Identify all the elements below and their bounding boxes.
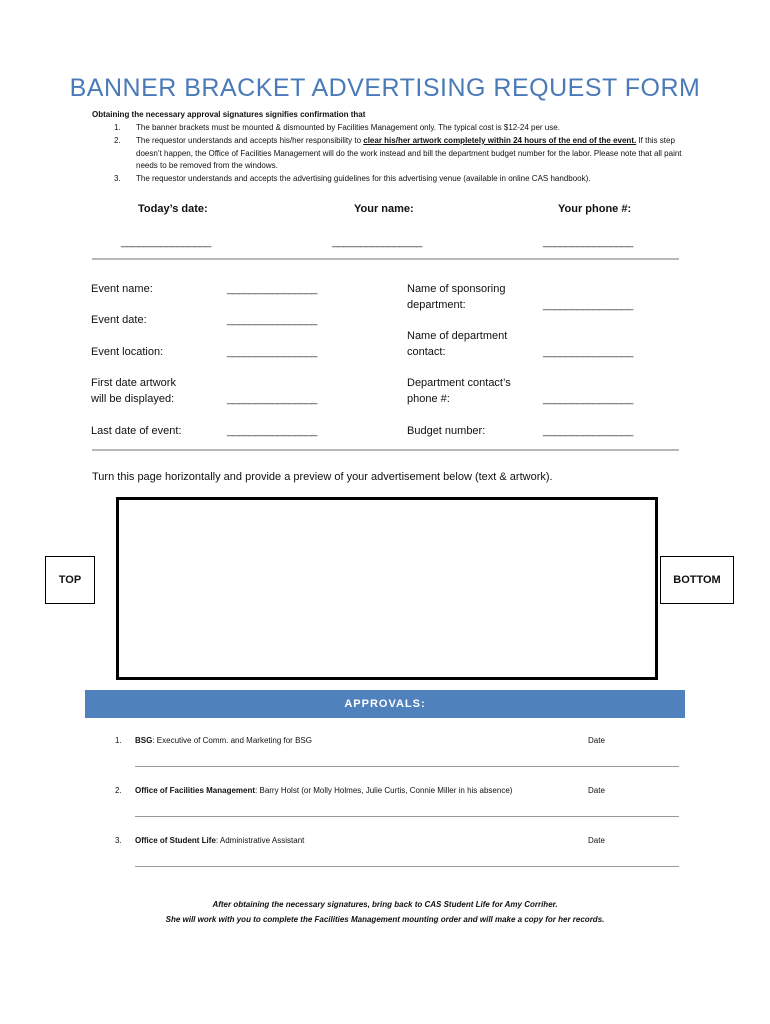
requirement-text-post: If this step doesn’t happen, the Office of Facilities Management will do the work instead and bill the department budget number for the labor. Please note that all paint needs to be removed from the windows.: [136, 136, 682, 170]
signature-line-3[interactable]: [135, 866, 679, 867]
event-location-field[interactable]: ________________: [227, 346, 317, 358]
event-date-label: Event date:: [91, 314, 147, 326]
todays-date-label: Today’s date:: [138, 203, 208, 215]
sponsoring-department-label-line2: department:: [407, 299, 466, 311]
contact-phone-label-line1: Department contact’s: [407, 377, 511, 389]
requirement-text: [136, 135, 684, 173]
contact-phone-field[interactable]: ________________: [543, 393, 633, 405]
section-divider: [92, 258, 679, 260]
requirement-text: The banner brackets must be mounted & dismounted by Facilities Management only. The typical cost is $12-24 per use.: [136, 123, 560, 132]
budget-number-field[interactable]: ________________: [543, 425, 633, 437]
first-date-label-line1: First date artwork: [91, 377, 176, 389]
event-name-field[interactable]: ________________: [227, 283, 317, 295]
approvals-heading: APPROVALS:: [344, 698, 426, 710]
top-label: TOP: [58, 574, 82, 586]
preview-instruction: Turn this page horizontally and provide a preview of your advertisement below (text & artwork).: [92, 471, 553, 483]
sponsoring-department-field[interactable]: ________________: [543, 299, 633, 311]
approval-text: [135, 836, 304, 845]
approval-date-label: Date: [588, 836, 605, 845]
requirement-text-pre: The requestor understands and accepts his/her responsibility to: [136, 136, 364, 145]
bottom-label-box: [660, 556, 734, 604]
approval-detail: : Executive of Comm. and Marketing for BSG: [152, 736, 312, 745]
contact-phone-label: [407, 375, 511, 407]
requirement-number: 3.: [114, 174, 121, 183]
event-name-label: Event name:: [91, 283, 153, 295]
your-phone-label: Your phone #:: [558, 203, 632, 215]
department-contact-field[interactable]: ________________: [543, 346, 633, 358]
approval-number: 2.: [115, 786, 122, 795]
footer-line-2: She will work with you to complete the Facilities Management mounting order and will make a copy for her records.: [165, 915, 605, 924]
your-name-label: Your name:: [354, 203, 414, 215]
todays-date-field[interactable]: ________________: [121, 236, 211, 248]
approval-text: [135, 786, 512, 795]
event-date-field[interactable]: ________________: [227, 314, 317, 326]
contact-phone-label-line2: phone #:: [407, 393, 450, 405]
approval-date-label: Date: [588, 736, 605, 745]
sponsoring-department-label: [407, 281, 505, 313]
event-location-label: Event location:: [91, 346, 164, 358]
advertisement-preview-box[interactable]: [116, 497, 658, 680]
first-date-field[interactable]: ________________: [227, 393, 317, 405]
department-contact-label-line2: contact:: [407, 346, 446, 358]
form-title: BANNER BRACKET ADVERTISING REQUEST FORM: [69, 74, 701, 102]
approval-number: 1.: [115, 736, 122, 745]
requirement-emphasis: clear his/her artwork completely within 24 hours of the end of the event.: [363, 136, 637, 145]
approval-text: [135, 736, 312, 745]
approval-office: BSG: [135, 736, 153, 745]
approval-office: Office of Student Life: [135, 836, 216, 845]
requirement-number: 2.: [114, 136, 121, 145]
your-name-field[interactable]: ________________: [332, 236, 422, 248]
last-date-label: Last date of event:: [91, 425, 182, 437]
approval-detail: : Administrative Assistant: [215, 836, 305, 845]
first-date-label: [91, 375, 176, 407]
your-phone-field[interactable]: ________________: [543, 236, 633, 248]
approval-date-label: Date: [588, 786, 605, 795]
department-contact-label-line1: Name of department: [407, 330, 508, 342]
section-divider: [92, 449, 679, 451]
budget-number-label: Budget number:: [407, 425, 486, 437]
footer-line-1: After obtaining the necessary signatures, bring back to CAS Student Life for Amy Corriher.: [212, 900, 558, 909]
last-date-field[interactable]: ________________: [227, 425, 317, 437]
requirement-number: 1.: [114, 123, 121, 132]
signature-line-1[interactable]: [135, 766, 679, 767]
sponsoring-department-label-line1: Name of sponsoring: [407, 283, 506, 295]
requirement-text: The requestor understands and accepts the advertising guidelines for this advertising venue (available in online CAS handbook).: [136, 174, 591, 183]
department-contact-label: [407, 328, 507, 360]
approval-detail: : Barry Holst (or Molly Holmes, Julie Curtis, Connie Miller in his absence): [255, 786, 513, 795]
first-date-label-line2: will be displayed:: [91, 393, 175, 405]
footer-note: [0, 897, 770, 927]
approvals-header: [85, 690, 685, 718]
approval-number: 3.: [115, 836, 122, 845]
signature-line-2[interactable]: [135, 816, 679, 817]
approval-office: Office of Facilities Management: [135, 786, 256, 795]
intro-text: Obtaining the necessary approval signatures signifies confirmation that: [92, 110, 366, 119]
top-label-box: [45, 556, 95, 604]
bottom-label: BOTTOM: [673, 574, 721, 586]
